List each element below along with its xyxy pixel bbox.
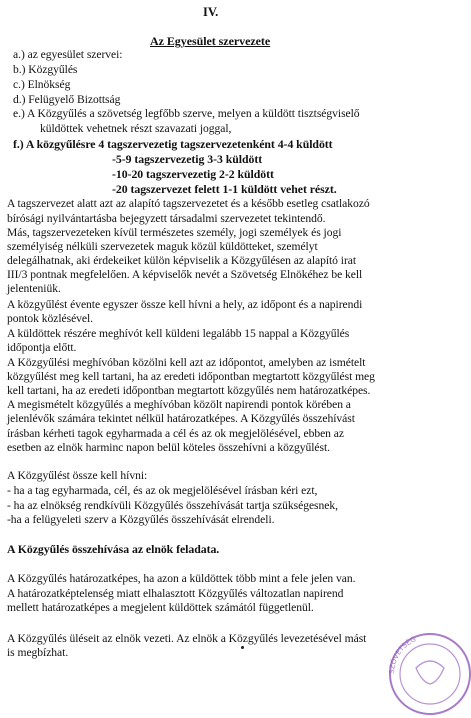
- doc-line: -5-9 tagszervezetig 3-3 küldött: [112, 152, 263, 166]
- doc-line: -20 tagszervezet felett 1-1 küldött vehet részt.: [112, 182, 337, 196]
- doc-line: - ha az elnökség rendkívüli Közgyűlés összehívását tartja szükségesnek,: [7, 499, 338, 512]
- doc-line: mellett határozatképes a megjelent küldöttek számától függetlenül.: [7, 601, 314, 614]
- doc-line: A tagszervezet alatt azt az alapító tagszervezetet és a később esetleg csatlakozó: [7, 197, 370, 210]
- doc-line: közgyűlést meg kell tartani, ha az eredeti időpontban megtartott közgyűlést meg: [7, 370, 375, 383]
- doc-line: kell tartani, ha az eredeti időpontban megtartott közgyűlés nem határozatképes.: [7, 384, 371, 397]
- doc-line: A megismételt közgyűlés a meghívóban közölt napirendi pontok körében a: [7, 398, 351, 411]
- doc-line: a.) az egyesület szervei:: [13, 48, 123, 61]
- doc-line: jelenteniük.: [7, 282, 61, 295]
- round-stamp: [372, 628, 471, 718]
- doc-line: A Közgyűlést össze kell hívni:: [7, 469, 148, 482]
- doc-line: e.) A Közgyűlés a szövetség legfőbb szerve, melyen a küldött tisztségviselő: [13, 107, 360, 120]
- doc-line: bírósági nyilvántartásba bejegyzett társadalmi szervezetet tekintendő.: [7, 212, 326, 225]
- doc-line: -ha a felügyeleti szerv a Közgyűlés összehívását elrendeli.: [7, 513, 275, 526]
- doc-line: d.) Felügyelő Bizottság: [13, 93, 121, 106]
- section-title: Az Egyesület szervezete: [150, 34, 271, 48]
- doc-line: Más, tagszervezeteken kívül természetes személy, jogi személyek és jogi: [7, 226, 342, 239]
- doc-line: A Közgyűlés határozatképes, ha azon a küldöttek több mint a fele jelen van.: [7, 572, 356, 585]
- doc-line: írásban kérheti tagok egyharmada a cél és az ok megjelölésével, ebben az: [7, 427, 344, 440]
- subsection-heading: A Közgyűlés összehívása az elnök feladata.: [7, 542, 220, 556]
- doc-line: személyiség nélküli szervezetek maguk közül küldötteket, személyt: [7, 240, 318, 253]
- ink-dot: [241, 646, 244, 649]
- section-number: IV.: [203, 5, 219, 19]
- doc-line: A küldöttek részére meghívót kell küldeni legalább 15 nappal a Közgyűlés: [7, 327, 350, 340]
- doc-line: jelenlévők számára tekintet nélkül határozatképes. A Közgyűlés összehívást: [7, 412, 355, 425]
- doc-line: időpontja előtt.: [7, 341, 77, 354]
- doc-line: delegálhatnak, aki érdekeiket külön képviselik a Közgyűlésen az alapító irat: [7, 254, 357, 267]
- doc-line: is megbízhat.: [7, 646, 69, 659]
- svg-text:SZÖVETSÉG: SZÖVETSÉG: [387, 635, 418, 675]
- doc-line: A határozatképtelenség miatt elhalasztott Közgyűlés változatlan napirend: [7, 587, 344, 600]
- doc-line: esetben az elnök harminc napon belül köteles összehívni a közgyűlést.: [7, 441, 331, 454]
- doc-line: b.) Közgyűlés: [13, 63, 78, 76]
- doc-line: III/3 pontnak megfelelően. A képviselők nevét a Szövetség Elnökéhez be kell: [7, 268, 363, 281]
- doc-line: f.) A közgyűlésre 4 tagszervezetig tagszervezetenként 4-4 küldött: [13, 137, 333, 151]
- doc-line: - ha a tag egyharmada, cél, és az ok megjelölésével írásban kéri ezt,: [7, 484, 318, 497]
- doc-line: pontok közlésével.: [7, 312, 94, 325]
- doc-line: küldöttek vehetnek részt szavazati joggal,: [40, 122, 232, 135]
- doc-line: A Közgyűlés üléseit az elnök vezeti. Az elnök a Közgyűlés levezetésével mást: [7, 632, 367, 645]
- doc-line: -10-20 tagszervezetig 2-2 küldött: [112, 167, 274, 181]
- doc-line: A Közgyűlési meghívóban közölni kell azt az időpontot, amelyben az ismételt: [7, 356, 366, 369]
- doc-line: c.) Elnökség: [13, 78, 71, 91]
- doc-line: A közgyűlést évente egyszer össze kell hívni a hely, az időpont és a napirendi: [7, 298, 363, 311]
